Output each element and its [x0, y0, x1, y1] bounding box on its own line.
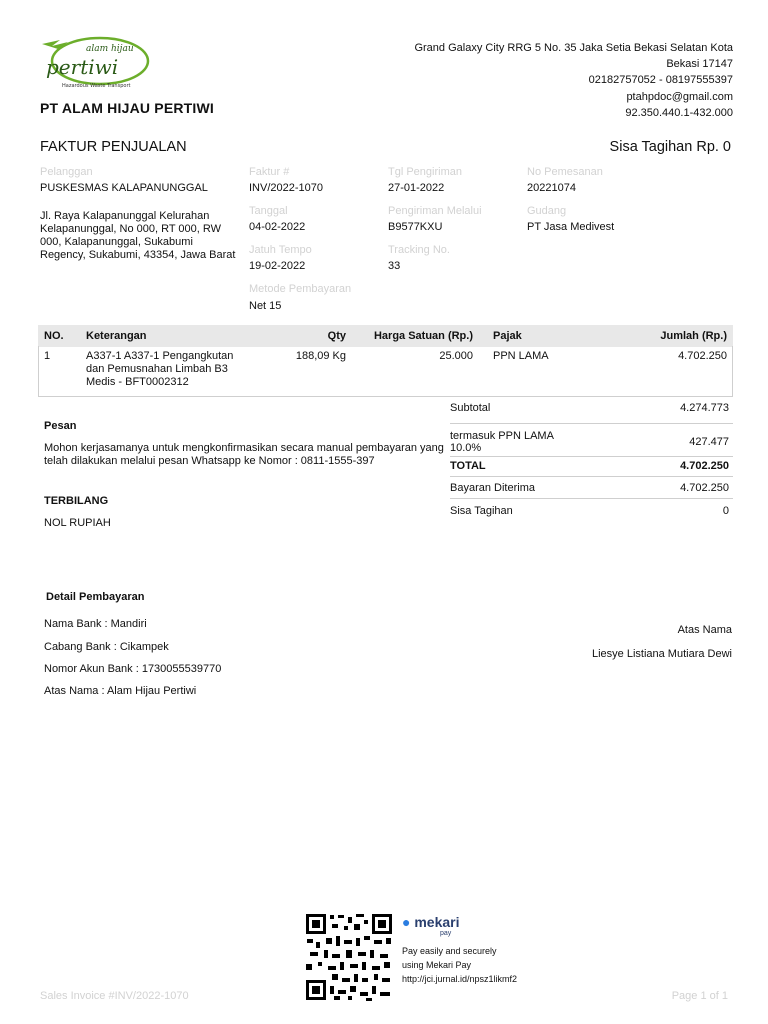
order-no-label: No Pemesanan	[527, 166, 603, 178]
message-heading: Pesan	[44, 420, 77, 432]
svg-text:pertiwi: pertiwi	[46, 55, 119, 79]
items-table	[38, 325, 733, 392]
col-description: Keterangan	[80, 325, 252, 347]
row-unit-price: 25.000	[439, 350, 473, 362]
invoice-title: FAKTUR PENJUALAN	[40, 139, 187, 155]
ship-date: 27-01-2022	[388, 182, 445, 194]
signature-label: Atas Nama	[677, 624, 732, 636]
message-text: Mohon kerjasamanya untuk mengkonfirmasikan secara manual pembayaran yang telah dilakukan melalui pesan Whatsapp ke Nomor : 0811-1555-397	[44, 442, 444, 467]
ship-via-label: Pengiriman Melalui	[388, 205, 482, 217]
paid-value: 4.702.250	[680, 482, 729, 494]
svg-text:Hazardous Waste Transport: Hazardous Waste Transport	[62, 83, 131, 89]
divider	[450, 498, 733, 499]
col-no: NO.	[38, 325, 80, 347]
table-header-row	[38, 325, 733, 347]
table-bottom-line	[38, 396, 733, 397]
balance-value: 0	[722, 505, 729, 517]
bank-account-no: Nomor Akun Bank : 1730055539770	[44, 663, 222, 675]
due-date: 19-02-2022	[249, 260, 306, 272]
divider	[450, 456, 733, 457]
mekari-line-2: using Mekari Pay	[402, 960, 472, 970]
mekari-url[interactable]: http://jci.jurnal.id/npsz1likmf2	[402, 974, 518, 984]
terbilang-text: NOL RUPIAH	[44, 517, 111, 529]
address-line-1: Grand Galaxy City RRG 5 No. 35 Jaka Setia Bekasi Selatan Kota	[414, 42, 733, 54]
col-qty: Qty	[252, 325, 352, 347]
payment-details-heading: Detail Pembayaran	[46, 591, 145, 603]
ship-via: B9577KXU	[388, 221, 443, 233]
balance-label: Sisa Tagihan	[450, 505, 513, 517]
mekari-icon: ●	[402, 914, 411, 930]
svg-text:alam hijau: alam hijau	[86, 44, 134, 54]
table-border-left	[38, 346, 39, 396]
footer-invoice-ref: Sales Invoice #INV/2022-1070	[40, 990, 189, 1002]
subtotal-value: 4.274.773	[680, 402, 729, 414]
invoice-no-label: Faktur #	[249, 166, 290, 178]
ship-date-label: Tgl Pengiriman	[388, 166, 462, 178]
total-value: 4.702.250	[680, 460, 729, 472]
divider	[450, 476, 733, 477]
subtotal-label: Subtotal	[450, 402, 491, 414]
balance-due: Sisa Tagihan Rp. 0	[609, 139, 731, 155]
mekari-logo	[402, 914, 460, 930]
mekari-pay-info	[402, 944, 517, 986]
mekari-line-1: Pay easily and securely	[402, 946, 497, 956]
address-line-2: Bekasi 17147	[666, 58, 733, 71]
company-npwp: 92.350.440.1-432.000	[625, 106, 733, 119]
row-no: 1	[44, 350, 51, 362]
customer-name: PUSKESMAS KALAPANUNGGAL	[40, 182, 208, 194]
mekari-brand: mekari	[414, 914, 460, 930]
due-date-label: Jatuh Tempo	[249, 244, 312, 256]
company-email: ptahpdoc@gmail.com	[626, 90, 733, 103]
footer-page-number: Page 1 of 1	[671, 990, 728, 1002]
tax-label: termasuk PPN LAMA 10.0%	[450, 430, 554, 454]
qr-code	[304, 912, 394, 1002]
bank-account-name: Atas Nama : Alam Hijau Pertiwi	[44, 685, 197, 697]
row-description: A337-1 A337-1 Pengangkutan dan Pemusnahan Limbah B3 Medis - BFT0002312	[86, 350, 234, 388]
warehouse-label: Gudang	[527, 205, 567, 217]
date-label: Tanggal	[249, 205, 288, 217]
paid-label: Bayaran Diterima	[450, 482, 535, 494]
terbilang-heading: TERBILANG	[44, 495, 109, 507]
order-no: 20221074	[527, 182, 576, 194]
payment-method-label: Metode Pembayaran	[249, 283, 352, 295]
col-amount: Jumlah (Rp.)	[599, 325, 733, 347]
company-address	[373, 40, 733, 121]
bank-name: Nama Bank : Mandiri	[44, 618, 147, 630]
divider	[450, 423, 733, 424]
col-tax: Pajak	[479, 325, 599, 347]
signature-name: Liesye Listiana Mutiara Dewi	[591, 648, 732, 660]
table-row	[38, 347, 733, 392]
invoice-no: INV/2022-1070	[249, 182, 323, 194]
row-tax: PPN LAMA	[493, 350, 549, 362]
warehouse: PT Jasa Medivest	[527, 221, 615, 233]
company-phone: 02182757052 - 08197555397	[588, 74, 733, 87]
table-border-right	[732, 346, 733, 396]
total-label: TOTAL	[450, 460, 486, 472]
row-amount: 4.702.250	[678, 350, 727, 362]
company-name: PT ALAM HIJAU PERTIWI	[40, 100, 215, 116]
bank-branch: Cabang Bank : Cikampek	[44, 641, 169, 653]
tax-value: 427.477	[689, 436, 729, 448]
mekari-brand-sub: pay	[440, 930, 452, 937]
invoice-date: 04-02-2022	[249, 221, 306, 233]
customer-address: Jl. Raya Kalapanunggal Kelurahan Kelapanunggal, No 000, RT 000, RW 000, Kalapanunggal, Sukabumi Regency, Sukabumi, 43354, Jawa Barat	[40, 210, 236, 261]
row-qty: 188,09 Kg	[295, 350, 346, 362]
col-unit-price: Harga Satuan (Rp.)	[352, 325, 479, 347]
customer-label: Pelanggan	[40, 166, 93, 178]
tracking-label: Tracking No.	[388, 244, 450, 256]
company-logo	[38, 32, 158, 92]
payment-method: Net 15	[249, 300, 282, 312]
tracking-no: 33	[388, 260, 401, 272]
